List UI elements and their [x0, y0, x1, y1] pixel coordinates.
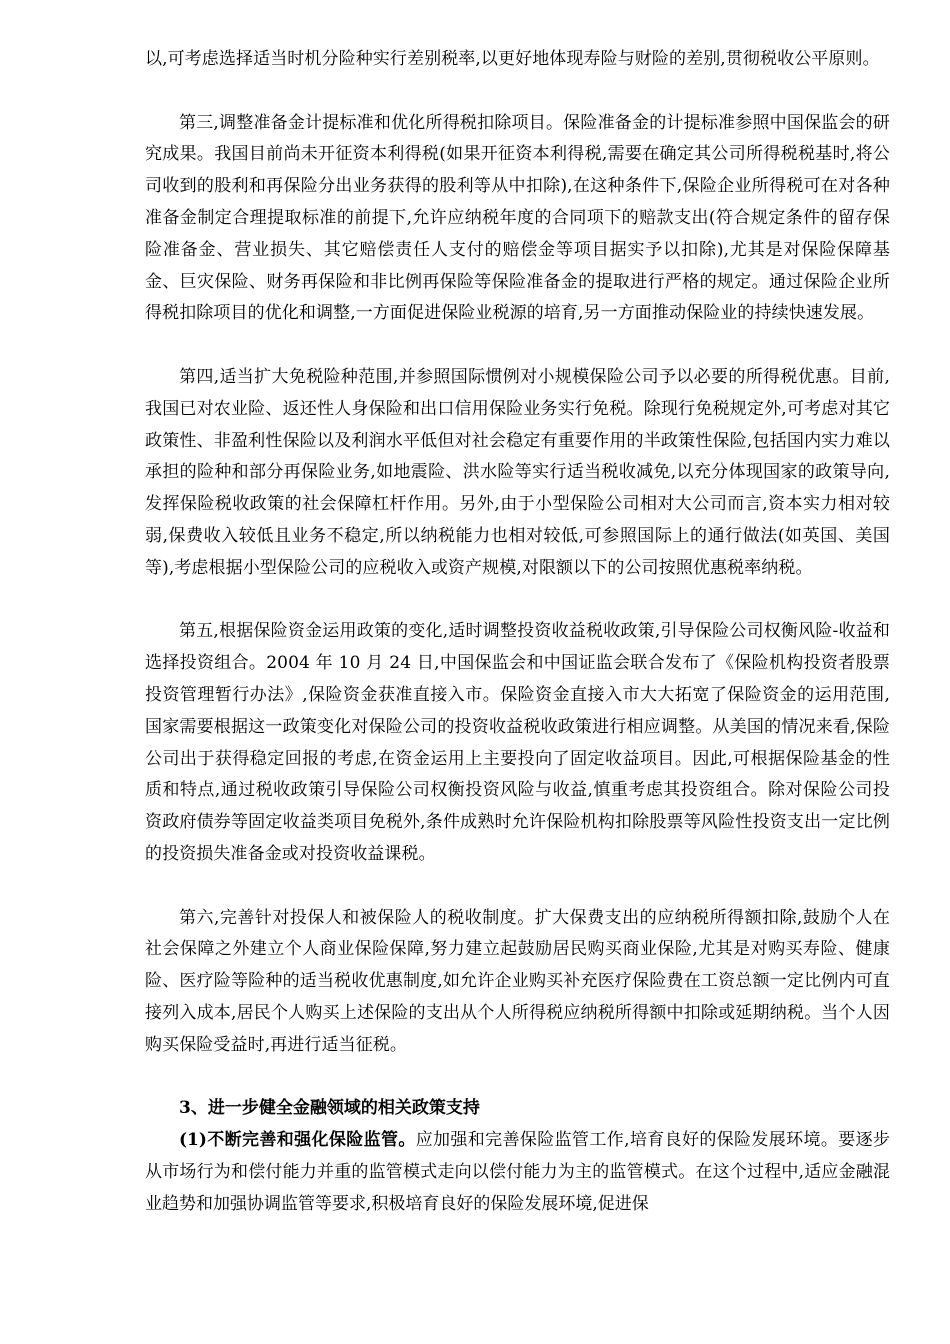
paragraph-continuation: 以,可考虑选择适当时机分险种实行差别税率,以更好地体现寿险与财险的差别,贯彻税收公平原则。 — [145, 49, 880, 69]
paragraph-fifth: 第五,根据保险资金运用政策的变化,适时调整投资收益税收政策,引导保险公司权衡风险-收益和选择投资组合。2004 年 10 月 24 日,中国保监会和中国证监会联合发布了《保险机构投资者股票投资管理暂行办法》,保险资金获准直接入市。保险资金直接入市大大拓宽了保险资金的运用范围,国家需要根据这一政策变化对保险公司的投资收益税收政策进行相应调整。从美国的情况来看,保险公司出于获得稳定回报的考虑,在资金运用上主要投向了固定收益项目。因此,可根据保险基金的性质和特点,通过税收政策引导保险公司权衡投资风险与收益,慎重考虑其投资组合。除对保险公司投资政府债券等固定收益类项目免税外,条件成熟时允许保险机构扣除股票等风险性投资支出一定比例的投资损失准备金或对投资收益课税。 — [145, 621, 890, 864]
paragraph-third: 第三,调整准备金计提标准和优化所得税扣除项目。保险准备金的计提标准参照中国保监会的研究成果。我国目前尚未开征资本利得税(如果开征资本利得税,需要在确定其公司所得税税基时,将公司收到的股利和再保险分出业务获得的股利等从中扣除),在这种条件下,保险企业所得税可在对各种准备金制定合理提取标准的前提下,允许应纳税年度的合同项下的赔款支出(符合规定条件的留存保险准备金、营业损失、其它赔偿责任人支付的赔偿金等项目据实予以扣除),尤其是对保险保障基金、巨灾保险、财务再保险和非比例再保险等保险准备金的提取进行严格的规定。通过保险企业所得税扣除项目的优化和调整,一方面促进保险业税源的培育,另一方面推动保险业的持续快速发展。 — [145, 112, 890, 324]
paragraph-sixth: 第六,完善针对投保人和被保险人的税收制度。扩大保费支出的应纳税所得额扣除,鼓励个人在社会保障之外建立个人商业保险保障,努力建立起鼓励居民购买商业保险,尤其是对购买寿险、健康险、医疗险等险种的适当税收优惠制度,如允许企业购买补充医疗保险费在工资总额一定比例内可直接列入成本,居民个人购买上述保险的支出从个人所得税应纳税所得额中扣除或延期纳税。当个人因购买保险受益时,再进行适当征税。 — [145, 907, 890, 1055]
subsection-title: (1)不断完善和强化保险监管。 — [179, 1130, 416, 1151]
paragraph-fourth: 第四,适当扩大免税险种范围,并参照国际惯例对小规模保险公司予以必要的所得税优惠。目前,我国已对农业险、返还性人身保险和出口信用保险业务实行免税。除现行免税规定外,可考虑对其它政策性、非盈利性保险以及利润水平低但对社会稳定有重要作用的半政策性保险,包括国内实力难以承担的险种和部分再保险业务,如地震险、洪水险等实行适当税收减免,以充分体现国家的政策导向,发挥保险税收政策的社会保障杠杆作用。另外,由于小型保险公司相对大公司而言,资本实力相对较弱,保费收入较低且业务不稳定,所以纳税能力也相对较低,可参照国际上的通行做法(如英国、美国等),考虑根据小型保险公司的应税收入或资产规模,对限额以下的公司按照优惠税率纳税。 — [145, 366, 890, 578]
subsection-paragraph — [145, 1125, 890, 1220]
section-heading: 3、进一步健全金融领域的相关政策支持 — [179, 1098, 480, 1119]
subsection-text: 应加强和完善保险监管工作,培育良好的保险发展环境。要逐步从市场行为和偿付能力并重的监管模式走向以偿付能力为主的监管模式。在这个过程中,适应金融混业趋势和加强协调监管等要求,积极培育良好的保险发展环境,促进保 — [145, 1130, 890, 1214]
document-page — [145, 44, 890, 1220]
